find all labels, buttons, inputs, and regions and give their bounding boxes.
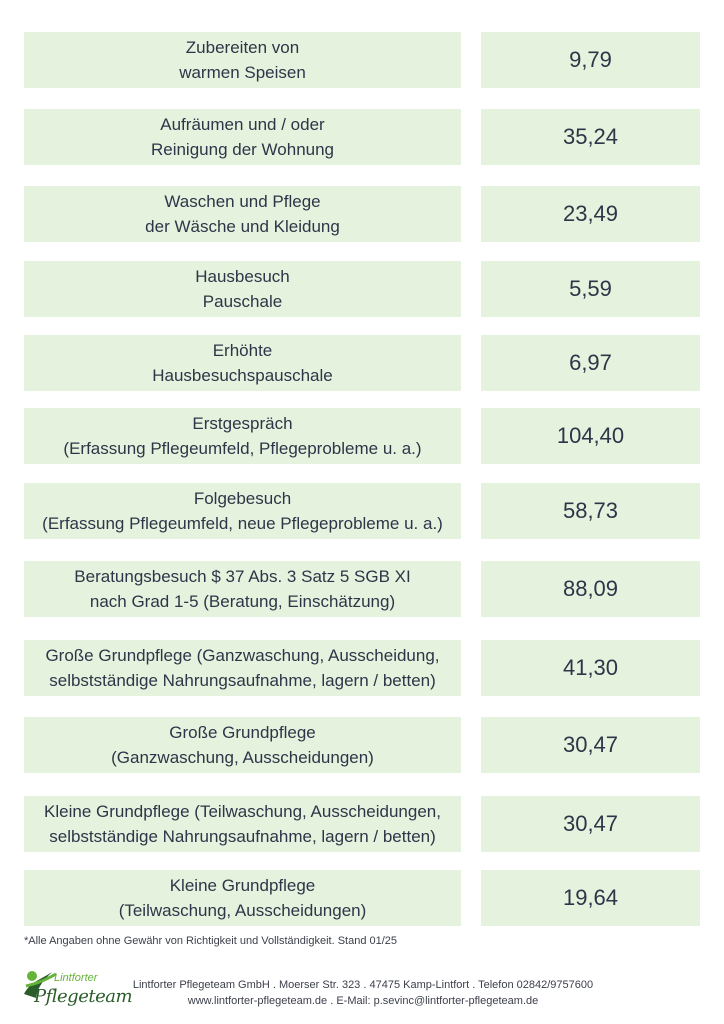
- service-line-2: Hausbesuchspauschale: [152, 366, 333, 385]
- service-price: 88,09: [481, 561, 700, 617]
- service-line-2: (Ganzwaschung, Ausscheidungen): [111, 748, 374, 767]
- service-description: [24, 261, 461, 317]
- price-row: [24, 109, 700, 165]
- disclaimer-footnote: *Alle Angaben ohne Gewähr von Richtigkeit und Vollständigkeit. Stand 01/25: [24, 935, 398, 947]
- service-description: [24, 561, 461, 617]
- service-line-2: Reinigung der Wohnung: [150, 140, 335, 159]
- service-line-1: Große Grundpflege: [169, 723, 316, 742]
- service-description: [24, 32, 461, 88]
- price-row: [24, 717, 700, 773]
- service-description: [24, 640, 461, 696]
- service-price: 6,97: [481, 335, 700, 391]
- service-description: [24, 408, 461, 464]
- price-row: [24, 261, 700, 317]
- service-line-1: Kleine Grundpflege (Teilwaschung, Ausscheidungen,: [44, 802, 441, 821]
- service-line-2: (Erfassung Pflegeumfeld, neue Pflegeprobleme u. a.): [42, 514, 443, 533]
- service-line-2: (Erfassung Pflegeumfeld, Pflegeprobleme u. a.): [63, 439, 422, 458]
- logo-script-text: Pflegeteam: [34, 986, 133, 1007]
- service-line-1: Kleine Grundpflege: [169, 876, 316, 895]
- service-description: [24, 335, 461, 391]
- price-row: [24, 408, 700, 464]
- service-line-1: Zubereiten von: [185, 38, 300, 57]
- price-row: [24, 483, 700, 539]
- service-line-1: Große Grundpflege (Ganzwaschung, Ausscheidung,: [45, 646, 440, 665]
- service-line-2: selbstständige Nahrungsaufnahme, lagern / betten): [49, 671, 436, 690]
- service-line-2: der Wäsche und Kleidung: [145, 217, 340, 236]
- service-line-2: selbstständige Nahrungsaufnahme, lagern / betten): [49, 827, 436, 846]
- price-row: [24, 32, 700, 88]
- price-row: [24, 870, 700, 926]
- service-price: 35,24: [481, 109, 700, 165]
- footer-contact: www.lintforter-pflegeteam.de . E-Mail: p.sevinc@lintforter-pflegeteam.de: [187, 995, 539, 1007]
- service-line-2: (Teilwaschung, Ausscheidungen): [118, 901, 367, 920]
- service-price: 5,59: [481, 261, 700, 317]
- company-footer: [118, 977, 608, 1009]
- service-line-2: Pauschale: [202, 292, 283, 311]
- service-line-1: Erstgespräch: [192, 414, 293, 433]
- service-price: 41,30: [481, 640, 700, 696]
- service-price: 104,40: [481, 408, 700, 464]
- service-description: [24, 186, 461, 242]
- price-row: [24, 186, 700, 242]
- service-line-1: Aufräumen und / oder: [160, 115, 325, 134]
- price-row: [24, 640, 700, 696]
- service-line-1: Beratungsbesuch $ 37 Abs. 3 Satz 5 SGB XI: [74, 567, 411, 586]
- service-line-2: warmen Speisen: [179, 63, 306, 82]
- service-price: 9,79: [481, 32, 700, 88]
- price-row: [24, 796, 700, 852]
- price-row: [24, 561, 700, 617]
- company-logo: [22, 968, 133, 1014]
- service-description: [24, 483, 461, 539]
- service-price: 23,49: [481, 186, 700, 242]
- service-price: 58,73: [481, 483, 700, 539]
- service-line-1: Erhöhte: [212, 341, 273, 360]
- service-line-1: Waschen und Pflege: [164, 192, 321, 211]
- footer-address: Lintforter Pflegeteam GmbH . Moerser Str. 323 . 47475 Kamp-Lintfort . Telefon 02842/9757600: [132, 979, 594, 991]
- service-description: [24, 870, 461, 926]
- service-price: 30,47: [481, 796, 700, 852]
- service-line-2: nach Grad 1-5 (Beratung, Einschätzung): [89, 592, 396, 611]
- service-line-1: Hausbesuch: [195, 267, 290, 286]
- service-price: 30,47: [481, 717, 700, 773]
- service-line-1: Folgebesuch: [193, 489, 292, 508]
- price-row: [24, 335, 700, 391]
- logo-brand-text: Lintforter: [54, 972, 98, 984]
- service-description: [24, 796, 461, 852]
- service-description: [24, 109, 461, 165]
- service-description: [24, 717, 461, 773]
- service-price: 19,64: [481, 870, 700, 926]
